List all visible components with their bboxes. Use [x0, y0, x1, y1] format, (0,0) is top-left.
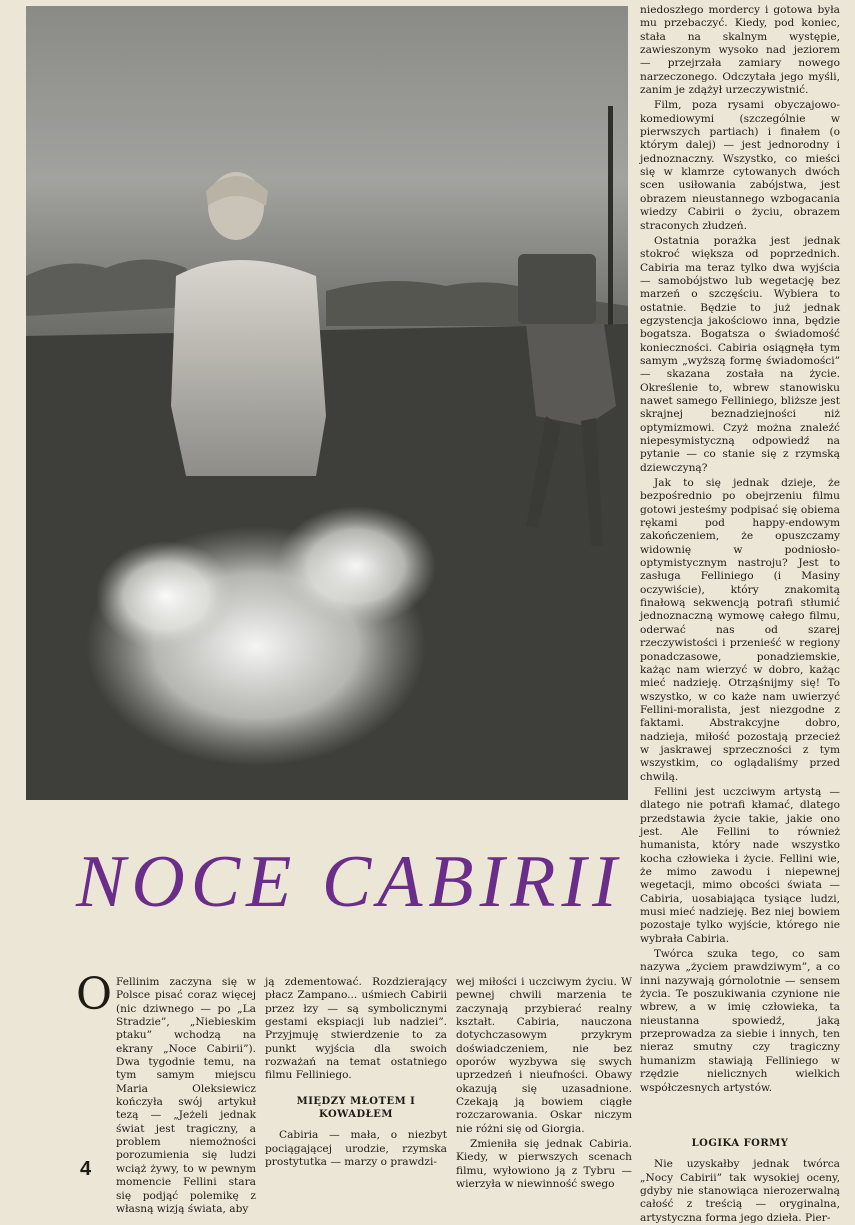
right-paragraph: Jak to się jednak dzieje, że bezpośrednio po obejrzeniu filmu gotowi jesteśmy podpisać się obiema rękami pod happy-endowym zakończeniem, że opuszczamy widownię w podniosło-optymistycznym nastroju? Jest to zasługa Felliniego (i Masiny oczywiście), który znakomitą finałową sekwencją potrafi stłumić jednoznaczną wymowę całego filmu, oderwać nas od szarej rzeczywistości i przenieść w regiony ponadczasowe, ponadziemskie, każąc nam wierzyć w dobro, każąc mieć nadzieję. Otrząśnijmy się! To wszystko, w co każe nam uwierzyć Fellini-moralista, jest niezgodne z faktami. Abstrakcyjne dobro, nadzieja, miłość pozostają przecież w jaskrawej sprzeczności z tym wszystkim, co oglądaliśmy przed chwilą. [640, 477, 840, 783]
article-title: NOCE CABIRII [76, 841, 623, 923]
page-number: 4 [80, 1158, 92, 1180]
right-paragraph: Fellini jest uczciwym artystą — dlatego nie potrafi kłamać, dlatego przedstawia życie takie, jakie ono jest. Ale Fellini to również humanista, który nade wszystko kocha człowieka i życie. Fellini wie, że mimo zawodu i niepewnej wegetacji, mimo obcości świata — Cabiria, uosabiająca tysiące ludzi, musi mieć nadzieję. Bez niej bowiem pozostaje tylko wyjście, którego nie wybrała Cabiria. [640, 785, 840, 945]
right-paragraph: Nie uzyskałby jednak twórca „Nocy Cabirii” tak wysokiej oceny, gdyby nie stanowiąca nierozerwalną całość z treścią — oryginalna, artystyczna forma jego dzieła. Pier- [640, 1158, 840, 1224]
right-paragraph: Ostatnia porażka jest jednak stokroć większa od poprzednich. Cabiria ma teraz tylko dwa wyjścia — samobójstwo lub wegetację bez marzeń o szczęściu. Wybiera to ostatnie. Będzie to już jednak egzystencja jakościowo inna, będzie bogatsza. Bogatsza o świadomość konieczności. Cabiria osiągnęła tym samym „wyższą formę świadomości” — skazana została na życie. Określenie to, wbrew stanowisku nawet samego Felliniego, bliższe jest skrajnej beznadziejności niż optymizmowi. Czyż można znaleźć niepesymistyczną odpowiedź na pytanie — co stanie się z rzymską dziewczyną? [640, 234, 840, 474]
drop-cap: O [76, 969, 113, 1020]
section-heading-logika-formy: LOGIKA FORMY [691, 1137, 789, 1149]
column-2 [265, 976, 447, 1169]
section-heading-miedzy-mlotem: MIĘDZY MŁOTEM I KOWADŁEM [296, 1095, 416, 1121]
right-paragraph: niedoszłego mordercy i gotowa była mu przebaczyć. Kiedy, pod koniec, stała na skalnym występie, zawieszonym wysoko nad jeziorem — przejrzała zamiary nowego narzeczonego. Odczytała jego myśli, zanim je zdążył urzeczywistnić. [640, 4, 840, 97]
photo-illustration [26, 6, 628, 800]
column-1-text: Fellinim zaczyna się w Polsce pisać coraz więcej (nic dziwnego — po „La Stradzie”, „Niebieskim ptaku” wchodzą na ekrany „Noce Cabirii”). Dwa tygodnie temu, na tym samym miejscu Maria Oleksiewicz kończyła swój artykuł tezą — „Jeżeli jednak świat jest tragiczny, a problem niemożności porozumienia się ludzi wciąż żywy, to w pewnym momencie Fellini stara się podjąć polemikę z własną wizją świata, aby [116, 976, 256, 1215]
column-1 [78, 976, 256, 1216]
right-column [640, 4, 840, 1225]
boy-hat [518, 254, 596, 324]
column-3-text-2: Zmieniła się jednak Cabiria. Kiedy, w pierwszych scenach filmu, wyłowiono ją z Tybru — wierzyła w niewinność swego [456, 1138, 632, 1191]
column-2-after: Cabiria — mała, o niezbyt pociągającej urodzie, rzymska prostytutka — marzy o prawdzi- [265, 1129, 447, 1169]
right-paragraph: Film, poza rysami obyczajowo-komediowymi (szczególnie w pierwszych partiach) i finałem (o którym dalej) — jest jednorodny i jednoznaczny. Wszystko, co mieści się w klamrze cytowanych dwóch scen usiłowania zabójstwa, jest obrazem nieustannego wzbogacania wiedzy Cabirii o życiu, obrazem straconych złudzeń. [640, 99, 840, 232]
column-3-text: wej miłości i uczciwym życiu. W pewnej chwili marzenia te zaczynają przybierać realny kształt. Cabiria, nauczona dotychczasowym przykrym doświadczeniem, nie bez oporów wyzbywa się swych uprzedzeń i nieufności. Obawy okazują się uzasadnione. Czekają ją bowiem ciągłe rozczarowania. Oskar niczym nie różni się od Giorgia. [456, 976, 632, 1135]
woman-dress [171, 260, 326, 476]
column-3 [456, 976, 632, 1192]
boy-torso [526, 324, 616, 426]
film-still-photo [26, 6, 628, 800]
smoke-puff-left [96, 541, 236, 651]
smoke-puff [276, 506, 436, 626]
right-paragraph: Twórca szuka tego, co sam nazywa „życiem prawdziwym”, a co inni nazywają górnolotnie — sensem życia. Te poszukiwania czynione nie wbrew, a w imię człowieka, ta nieustanna spowiedź, jaką przeprowadza za siebie i innych, ten nieraz smutny czy tragiczny humanizm stawiają Felliniego w rzędzie nielicznych wielkich współczesnych artystów. [640, 948, 840, 1094]
column-2-text: ją zdementować. Rozdzierający płacz Zampano... uśmiech Cabirii przez łzy — są symbolicznymi gestami ekspiacji lub nadziei”. Przyjmuję stwierdzenie to za punkt wyjścia dla swoich rozważań na temat ostatniego filmu Felliniego. [265, 976, 447, 1082]
